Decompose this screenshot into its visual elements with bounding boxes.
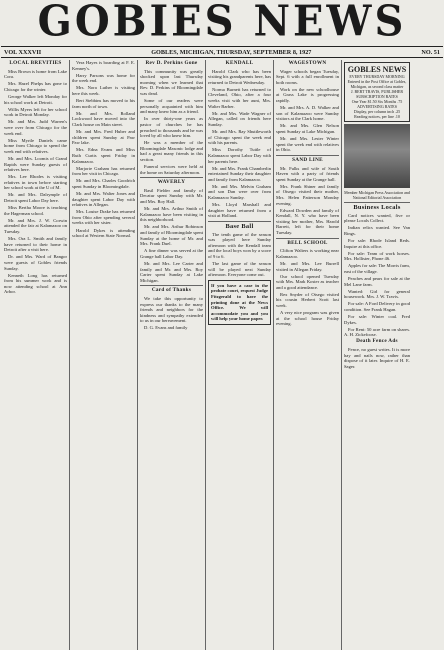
- article-paragraph: We take this opportunity to express our thanks to the many friends and neighbors for the kindness and sympathy extended to us in our bereavement.: [140, 295, 203, 324]
- divider: [208, 221, 271, 222]
- article-paragraph: For sale: Winter coal. Fred Dykes.: [344, 314, 410, 325]
- article-paragraph: Mrs. Frank Shiner and family of Otsego visited their mother, Mrs. Helen Patterson Monday evening.: [276, 183, 339, 206]
- waverly-heading: WAVERLY: [157, 179, 186, 186]
- article-paragraph: Norma Burnett has returned to Cleveland, Ohio, after a four weeks visit with her aunt, Mrs. Walter Barber.: [208, 86, 271, 109]
- column-6: [342, 60, 412, 650]
- article-paragraph: Harold Clark who has been visiting his grandparents here, has returned to Detroit Wednesday.: [208, 68, 271, 85]
- publisher-box-title: GOBLES NEWS: [347, 65, 407, 74]
- column-4: [206, 60, 274, 650]
- press-association-image: [344, 124, 410, 188]
- article-paragraph: He was a member of the Bloomingdale Masonic lodge and had a great many friends in this section.: [140, 140, 203, 162]
- article-paragraph: Mrs. Edna Evans and Miss Ruth Curtis spent Friday in Kalamazoo.: [72, 147, 135, 164]
- base-ball-article: [208, 232, 271, 278]
- divider: [140, 177, 203, 178]
- article-paragraph: Kenneth Long has returned from his summer work and is now attending school at Ann Arbor.: [4, 272, 67, 295]
- article-paragraph: This community was greatly shocked upon last Thursday morning when we learned that Rev. D. Perkins of Bloomingdale was dead.: [140, 68, 203, 96]
- article-paragraph: Some of our readers were personally acquainted with him and many knew him as a friend.: [140, 98, 203, 115]
- column-1: [2, 60, 70, 650]
- issue-date: GOBLES, MICHIGAN, THURSDAY, SEPTEMBER 8, 1927: [151, 48, 312, 56]
- article-paragraph: Miss Bertha Moore is teaching the Hagerman school.: [4, 205, 67, 216]
- article-paragraph: Mr. and Mrs. Walter Jones and daughter spent Labor Day with relatives in Allegan.: [72, 190, 135, 208]
- article-paragraph: Basil Fielder and family of Decatur spent Sunday with Mr. and Mrs. Roy Hall.: [140, 187, 203, 205]
- column-3: [138, 60, 206, 650]
- death-fence-text: [344, 347, 410, 369]
- article-paragraph: Fence, no guest writes. It is more hay and nails now, rather than dispose of it later. Inquire of H. E. Sager.: [344, 347, 410, 369]
- article-paragraph: Mrs. Louise Drake has returned from Ohio after spending several weeks with her sister.: [72, 209, 135, 226]
- article-paragraph: Mr. and Mrs. Charles Goodrich spent Sunday in Bloomingdale.: [72, 178, 135, 189]
- wagestown-heading: WAGESTOWN: [288, 60, 327, 66]
- card-of-thanks-text: [140, 296, 203, 331]
- article-paragraph: Marjorie Graham has returned from her visit in Chicago.: [72, 165, 135, 177]
- article-paragraph: George Walker left Monday for his school work at Detroit.: [4, 93, 67, 105]
- article-paragraph: Mr. and Mrs. A. D. Walker and son of Kalamazoo were Sunday visitors at the Clark home.: [276, 105, 339, 122]
- article-paragraph: Mrs. Ora L. Smith and family have returned to their home in Detroit after a visit here.: [4, 236, 67, 253]
- wagestown-article: [276, 69, 339, 153]
- business-locals-heading: Business Locals: [353, 204, 401, 211]
- article-paragraph: Mr. and Mrs. Lester Winter spent the week end with relatives in Ohio.: [276, 136, 339, 153]
- article-paragraph: Mr. and Mrs. Arthur Smith of Kalamazoo have been visiting in this neighborhood.: [140, 206, 203, 223]
- card-of-thanks-heading: Card of Thanks: [151, 287, 192, 294]
- article-paragraph: Mr. and Mrs. Ray Shuttleworth of Chicago spent the week end with his parents.: [208, 129, 271, 146]
- bell-school-article: [276, 248, 339, 327]
- column-2-paragraphs: [72, 60, 135, 239]
- column-1-paragraphs: [4, 69, 67, 295]
- article-paragraph: Bert Stebbins has moved to his farm north of town.: [72, 98, 135, 109]
- kendall-heading: KENDALL: [225, 60, 254, 66]
- article-paragraph: Mr. and Mrs. Glen Nelson spent Sunday at Lake Michigan.: [276, 123, 339, 135]
- column-2: [70, 60, 138, 650]
- publisher-box-line: Reading notices, per line .10: [354, 114, 400, 119]
- probate-notice: If you have a case in the probate court, request Judge Fitzgerald to have the printing done at the News Office. We will accommodate you and you will help your home paper.: [208, 280, 271, 325]
- perkins-heading: Rev D. Perkins Gone: [145, 60, 198, 66]
- article-paragraph: Harold Dykes is attending school at Western State Normal.: [72, 227, 135, 239]
- article-paragraph: For sale: A Ford Delivery in good condition. See Frank Hagan.: [344, 301, 411, 312]
- article-paragraph: The tenth game of the season was played here Sunday afternoon with the Kendall team and the local boys won by a score of 9 to 6.: [208, 231, 271, 259]
- article-paragraph: Mr. and Mrs. Dalrymple of Detroit spent Labor Day here.: [4, 192, 67, 204]
- volume-number: VOL XXXVII: [4, 48, 42, 56]
- columns: [0, 58, 444, 650]
- article-paragraph: Card notices wanted, five or please Locals Collect.: [344, 212, 410, 224]
- publisher-box-line: J. BERT TRAVIS, PUBLISHER: [350, 89, 404, 94]
- sand-line-article: [276, 166, 339, 236]
- article-paragraph: Mrs. Nora Luther is visiting here this week.: [72, 85, 135, 96]
- article-paragraph: Harry Parsons was home for the week end.: [72, 72, 135, 84]
- article-paragraph: Mrs. Lee Rhodes is visiting relatives in town before starting her school work at the U of M.: [4, 174, 67, 191]
- publisher-box-lines: [347, 74, 407, 119]
- publisher-box-line: One Year $1.50 Six Months .75: [351, 99, 403, 104]
- column-5: [274, 60, 342, 650]
- article-paragraph: Mr. Fulks and wife of South Haven with a party of friends spent Sunday at the Grange hall.: [276, 165, 339, 182]
- article-paragraph: Work on the new schoolhouse at Grass Lake is progressing rapidly.: [276, 86, 339, 104]
- article-paragraph: Mr. and Mrs. Melvin Graham and son Dan were over from Kalamazoo Sunday.: [208, 183, 271, 201]
- article-paragraph: Apples for sale: The Morris farm, east of the village.: [344, 263, 410, 274]
- article-paragraph: Wanted: Girl for general housework. Mrs. J. W. Travis.: [344, 288, 410, 300]
- kendall-article: [208, 69, 271, 219]
- article-paragraph: Edward Dowden and family of Kendall, N. Y. who have been visiting her mother, Mrs. Harold Barrett, left for their home Tuesday.: [276, 207, 339, 236]
- publisher-box-line: EVERY THURSDAY MORNING: [349, 74, 405, 79]
- article-paragraph: The last game of the season will be played next Sunday afternoon. Everyone come out.: [208, 261, 271, 278]
- article-paragraph: Mr. and Mrs. J. W. Corwin attended the fair at Kalamazoo on Tuesday.: [4, 217, 67, 235]
- issue-number: NO. 51: [421, 48, 440, 56]
- article-paragraph: Peaches and pears for sale at the Mel Lane farm.: [344, 276, 410, 287]
- article-paragraph: Mr. and Mrs. Rolland Lockwood have moved into the Clark house on Main street.: [72, 110, 135, 127]
- article-paragraph: Mr. and Mrs. Judd Warren's were over from Chicago for the week end.: [4, 119, 67, 136]
- article-paragraph: Rex Snyder of Otsego visited his cousin Herbert Scott last week.: [276, 291, 339, 309]
- article-paragraph: Mrs. Hazel Phelps has gone to Chicago for the winter.: [4, 81, 67, 92]
- article-paragraph: Indian relics wanted. See Van Rings.: [344, 225, 410, 236]
- article-paragraph: For sale: Team of work horses. Mrs. Hollister, Phone 46.: [344, 250, 410, 262]
- article-paragraph: For sale: Rhode Island Reds. Inquire at this office.: [344, 237, 410, 249]
- article-paragraph: Mr. and Mrs. Arthur Robinson and family of Bloomingdale spent Sunday at the home of Mr. and Mrs. Frank Duel.: [140, 224, 203, 247]
- article-paragraph: Mr. and Mrs. Wade Wagner of Allegan, called on friends here Sunday.: [208, 110, 271, 127]
- article-paragraph: Miss Dorothy Tuttle of Kalamazoo spent Labor Day with her parents here.: [208, 147, 271, 164]
- article-paragraph: Our school opened Tuesday with Mrs. Mark Koster as teacher and a good attendance.: [276, 273, 339, 290]
- local-brevities-heading: LOCAL BREVITIES: [9, 60, 62, 66]
- article-paragraph: Mr. and Mrs. Loomis of Grand Rapids were Sunday guests of relatives here.: [4, 155, 67, 173]
- photo-caption: Member Michigan Press Association and National Editorial Association: [344, 190, 410, 200]
- masthead: GOBIES NEWS: [37, 0, 407, 47]
- article-paragraph: Willis Myers left for her school work in Detroit Monday.: [4, 106, 67, 118]
- divider: [276, 238, 339, 239]
- article-paragraph: Miss Brown is home from Lake Cora.: [4, 68, 67, 80]
- article-paragraph: For Rent: 50 acre farm on shares. A. H. Zickefoose.: [344, 326, 410, 338]
- publisher-box-line: ADVERTISING RATES: [357, 104, 397, 109]
- divider: [140, 285, 203, 286]
- publisher-box: [344, 62, 410, 122]
- death-fence-heading: Death Fence Ads: [356, 338, 398, 345]
- article-paragraph: Mr. and Mrs. Frank Chamberlin entertained Sunday their daughter and family from Kalamazoo.: [208, 165, 271, 182]
- article-paragraph: Vera Hayes is boarding at F. E. Kenney's.: [72, 60, 135, 71]
- article-paragraph: Mr. and Mrs. Lee Carter and family and Mr. and Mrs. Roy Carter spent Sunday at Lake Michigan.: [140, 261, 203, 283]
- publisher-box-line: SUBSCRIPTION RATES: [356, 94, 398, 99]
- publisher-box-line: Display, per column inch .25: [353, 109, 401, 114]
- article-paragraph: Miss Myrtle Daniels came home from Chicago to spend the week end with relatives.: [4, 137, 67, 154]
- bell-school-heading: BELL SCHOOL: [287, 239, 328, 246]
- article-paragraph: Mr. and Mrs. Fred Huber and children spent Sunday at Paw Paw lake.: [72, 129, 135, 146]
- article-paragraph: A fine dinner was served at the Grange hall Labor Day.: [140, 248, 203, 259]
- waverly-article: [140, 188, 203, 284]
- article-paragraph: Clifton Walters is working near Kalamazoo.: [276, 248, 339, 259]
- article-paragraph: Funeral services were held at the home on Saturday afternoon.: [140, 164, 203, 175]
- article-paragraph: Mrs. Lloyd Marshall and daughter have returned from a visit at Holland.: [208, 202, 271, 219]
- article-paragraph: Wager schools began Tuesday, Sept. 6 with a full enrollment in both rooms.: [276, 68, 339, 85]
- perkins-article: [140, 69, 203, 176]
- article-paragraph: A very nice program was given at the school house Friday evening.: [276, 310, 339, 327]
- business-locals-list: [344, 213, 410, 338]
- dateline: [1, 46, 443, 58]
- divider: [344, 202, 410, 203]
- base-ball-heading: Base Ball: [225, 222, 254, 230]
- divider: [276, 155, 339, 156]
- publisher-box-line: Entered in the Post Office at Gobles, Michigan, as second class matter: [347, 79, 407, 89]
- sand-line-heading: SAND LINE: [292, 156, 323, 163]
- article-paragraph: D. G. Evans and family: [144, 325, 188, 331]
- article-paragraph: Dr. and Mrs. Ward of Bangor were guests of Gobles friends Sunday.: [4, 254, 67, 271]
- article-paragraph: In over thirty-one years as pastor of churches he has preached to thousands and he was loved by all who knew him.: [140, 116, 203, 139]
- article-paragraph: Mr. and Mrs. Lee Burrell visited in Allegan Friday.: [276, 260, 339, 272]
